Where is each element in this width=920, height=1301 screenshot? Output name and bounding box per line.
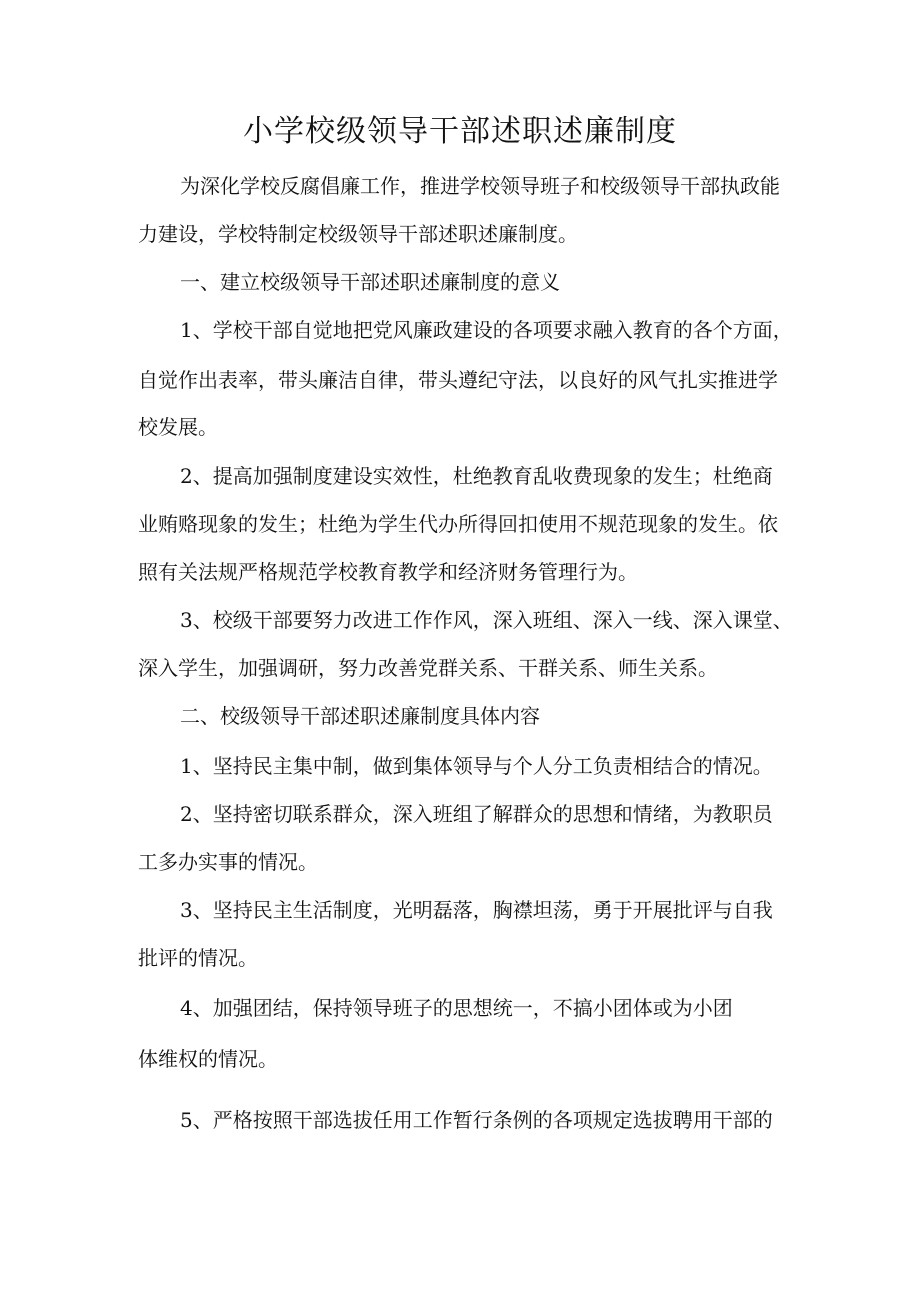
paragraph-line: 力建设，学校特制定校级领导干部述职述廉制度。 xyxy=(138,222,578,246)
paragraph-line: 2、提高加强制度建设实效性，杜绝教育乱收费现象的发生；杜绝商 xyxy=(180,464,773,488)
paragraph-line: 批评的情况。 xyxy=(138,946,258,970)
paragraph-line: 4、加强团结，保持领导班子的思想统一，不搞小团体或为小团 xyxy=(180,996,733,1020)
section-heading: 一、建立校级领导干部述职述廉制度的意义 xyxy=(180,270,560,294)
paragraph-line: 5、严格按照干部选拔任用工作暂行条例的各项规定选拔聘用干部的 xyxy=(180,1108,773,1132)
paragraph-line: 自觉作出表率，带头廉洁自律，带头遵纪守法，以良好的风气扎实推进学 xyxy=(138,368,778,392)
paragraph-line: 1、学校干部自觉地把党风廉政建设的各项要求融入教育的各个方面， xyxy=(180,318,793,342)
paragraph-line: 2、坚持密切联系群众，深入班组了解群众的思想和情绪，为教职员 xyxy=(180,802,773,826)
paragraph-line: 3、坚持民主生活制度，光明磊落，胸襟坦荡，勇于开展批评与自我 xyxy=(180,898,773,922)
paragraph-line: 深入学生，加强调研，努力改善党群关系、干群关系、师生关系。 xyxy=(138,656,718,680)
paragraph-line: 体维权的情况。 xyxy=(138,1047,278,1071)
section-heading: 二、校级领导干部述职述廉制度具体内容 xyxy=(180,704,540,728)
paragraph-line: 3、校级干部要努力改进工作作风，深入班组、深入一线、深入课堂、 xyxy=(180,608,793,632)
paragraph-line: 1、坚持民主集中制，做到集体领导与个人分工负责相结合的情况。 xyxy=(180,754,773,778)
paragraph-line: 照有关法规严格规范学校教育教学和经济财务管理行为。 xyxy=(138,560,638,584)
document-title: 小学校级领导干部述职述廉制度 xyxy=(243,114,677,149)
paragraph-line: 业贿赂现象的发生；杜绝为学生代办所得回扣使用不规范现象的发生。依 xyxy=(138,512,778,536)
paragraph-line: 校发展。 xyxy=(138,415,218,439)
paragraph-line: 工多办实事的情况。 xyxy=(138,850,318,874)
paragraph-line: 为深化学校反腐倡廉工作，推进学校领导班子和校级领导干部执政能 xyxy=(180,174,780,198)
